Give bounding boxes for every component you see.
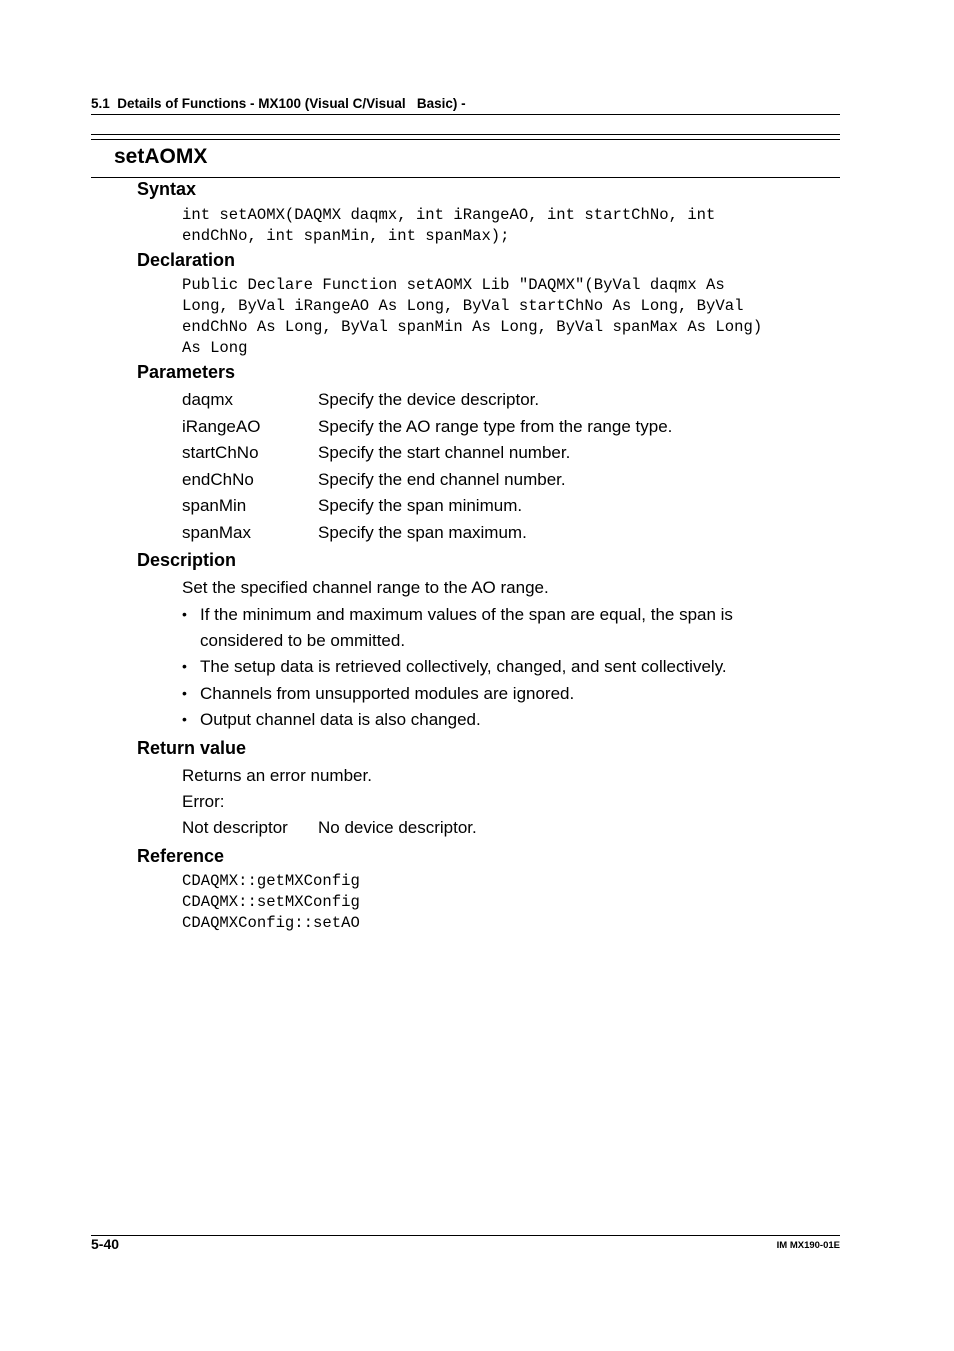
declaration-line-2: Long, ByVal iRangeAO As Long, ByVal startChNo As Long, ByVal [182,297,744,315]
return-error-desc: No device descriptor. [318,818,477,837]
reference-link: CDAQMX::getMXConfig [182,872,360,890]
declaration-line-4: As Long [182,339,248,357]
param-desc: Specify the AO range type from the range type. [318,417,673,436]
description-bullet: Channels from unsupported modules are ignored. [200,684,575,703]
reference-link: CDAQMXConfig::setAO [182,914,360,932]
title-rule-top-2 [91,139,840,140]
param-name: startChNo [182,443,259,462]
return-error-name: Not descriptor [182,818,288,837]
page-number: 5-40 [91,1236,120,1252]
syntax-line-2: endChNo, int spanMin, int spanMax); [182,227,510,245]
return-value-heading: Return value [137,738,247,758]
param-desc: Specify the span maximum. [318,523,527,542]
bullet-dot-icon: • [182,658,187,674]
declaration-line-3: endChNo As Long, ByVal spanMin As Long, ByVal spanMax As Long) [182,318,763,336]
param-desc: Specify the start channel number. [318,443,571,462]
description-heading: Description [137,550,237,570]
description-intro: Set the specified channel range to the AO range. [182,578,549,597]
return-error-label: Error: [182,792,225,811]
param-desc: Specify the span minimum. [318,496,523,515]
syntax-line-1: int setAOMX(DAQMX daqmx, int iRangeAO, int startChNo, int [182,206,716,224]
declaration-heading: Declaration [137,250,236,270]
description-bullet: If the minimum and maximum values of the span are equal, the span is [200,605,733,624]
reference-heading: Reference [137,846,225,866]
bullet-dot-icon: • [182,606,187,622]
description-bullet-cont: considered to be ommitted. [200,631,406,650]
bullet-dot-icon: • [182,685,187,701]
param-name: iRangeAO [182,417,261,436]
return-value-line: Returns an error number. [182,766,372,785]
description-bullet: The setup data is retrieved collectively, changed, and sent collectively. [200,657,727,676]
footer-rule [91,1235,840,1236]
running-header: 5.1 Details of Functions - MX100 (Visual C/Visual Basic) - [91,96,466,111]
reference-link: CDAQMX::setMXConfig [182,893,360,911]
param-name: spanMax [182,523,251,542]
param-name: spanMin [182,496,247,515]
function-title: setAOMX [114,145,208,168]
syntax-heading: Syntax [137,179,197,199]
title-rule-bottom [91,177,840,178]
param-desc: Specify the device descriptor. [318,390,540,409]
parameters-heading: Parameters [137,362,236,382]
param-name: endChNo [182,470,254,489]
document-id: IM MX190-01E [776,1240,840,1251]
param-name: daqmx [182,390,234,409]
param-desc: Specify the end channel number. [318,470,566,489]
header-rule [91,114,840,115]
declaration-line-1: Public Declare Function setAOMX Lib "DAQMX"(ByVal daqmx As [182,276,725,294]
description-bullet: Output channel data is also changed. [200,710,481,729]
title-rule-top-1 [91,134,840,135]
bullet-dot-icon: • [182,711,187,727]
